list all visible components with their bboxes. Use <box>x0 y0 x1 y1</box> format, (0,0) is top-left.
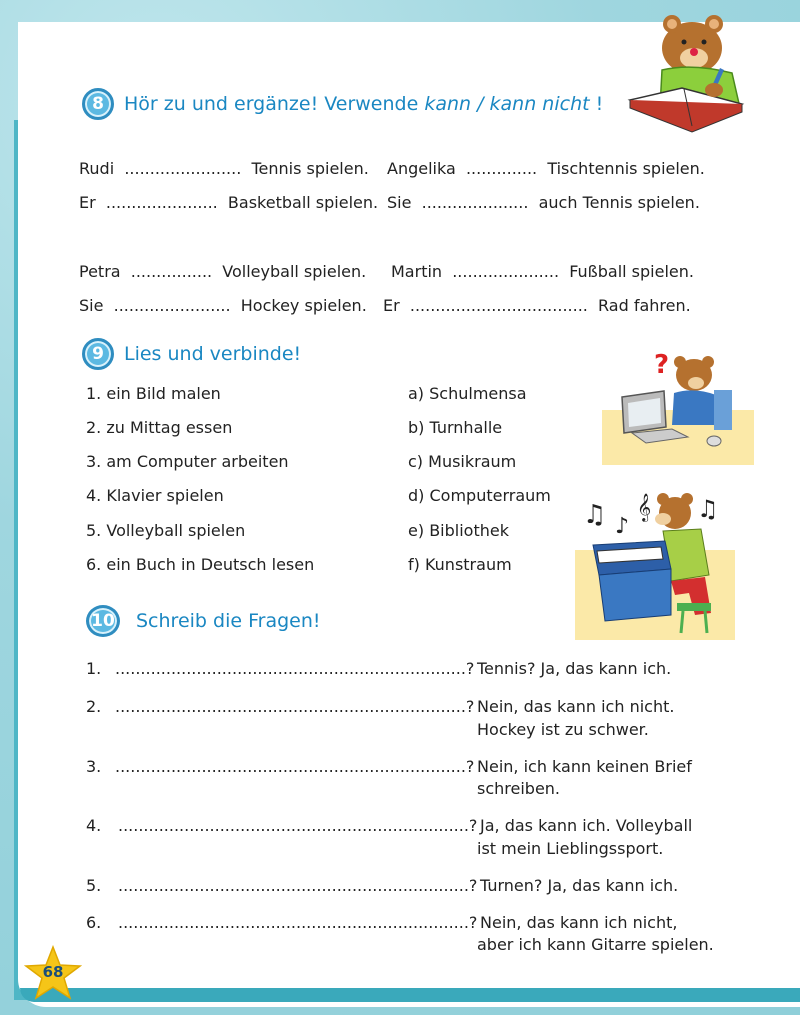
fill-line: Sie ..................... auch Tennis spielen. <box>387 193 700 212</box>
list-item: 6. ein Buch in Deutsch lesen <box>86 555 315 574</box>
list-item: e) Bibliothek <box>408 521 509 540</box>
list-item: d) Computerraum <box>408 486 551 505</box>
list-item: f) Kunstraum <box>408 555 512 574</box>
svg-text:♫: ♫ <box>583 500 607 530</box>
list-item: 5. Volleyball spielen <box>86 521 246 540</box>
bear-writing-illustration <box>622 8 752 133</box>
fill-line: Petra ................ Volleyball spielen. <box>79 262 367 281</box>
fill-line: Martin ..................... Fußball spielen. <box>391 262 694 281</box>
fill-line: Er ................................... Rad fahren. <box>383 296 691 315</box>
exercise-9-heading <box>82 338 301 370</box>
fill-line: Rudi ....................... Tennis spielen. <box>79 159 369 178</box>
answer-text: schreiben. <box>477 779 561 798</box>
list-item: 4. Klavier spielen <box>86 486 224 505</box>
question-blank: .....................................................................? <box>115 659 475 678</box>
exercise-number-badge: 9 <box>82 338 114 370</box>
question-blank: .....................................................................? <box>118 876 478 895</box>
answer-text: Hockey ist zu schwer. <box>477 720 649 739</box>
question-blank: .....................................................................? <box>115 757 475 776</box>
list-item: b) Turnhalle <box>408 418 503 437</box>
answer-text: Nein, ich kann keinen Brief <box>477 757 692 776</box>
question-number: 6. <box>86 913 102 932</box>
exercise-8-title: Hör zu und ergänze! Verwende kann / kann nicht ! <box>124 93 604 115</box>
question-number: 1. <box>86 659 102 678</box>
svg-text:𝄞: 𝄞 <box>637 493 652 521</box>
svg-text:♪: ♪ <box>615 514 630 539</box>
list-item: c) Musikraum <box>408 452 517 471</box>
answer-text: Nein, das kann ich nicht. <box>477 697 675 716</box>
page-edge-bottom <box>20 988 800 1002</box>
exercise-8-heading <box>82 88 603 120</box>
list-item: 1. ein Bild malen <box>86 384 221 403</box>
question-blank: .....................................................................? <box>118 816 478 835</box>
list-item: a) Schulmensa <box>408 384 527 403</box>
fill-line: Sie ....................... Hockey spielen. <box>79 296 367 315</box>
exercise-10-title: Schreib die Fragen! <box>136 610 321 632</box>
answer-text: aber ich kann Gitarre spielen. <box>477 935 714 954</box>
answer-text: ist mein Lieblingssport. <box>477 839 664 858</box>
question-number: 5. <box>86 876 102 895</box>
fill-line: Er ...................... Basketball spielen. <box>79 193 379 212</box>
fill-line: Angelika .............. Tischtennis spielen. <box>387 159 705 178</box>
question-blank: .....................................................................? <box>118 913 478 932</box>
page-number-star <box>24 945 82 1003</box>
list-item: 3. am Computer arbeiten <box>86 452 289 471</box>
question-number: 4. <box>86 816 102 835</box>
exercise-10-heading <box>86 605 321 637</box>
svg-text:?: ? <box>654 350 670 380</box>
exercise-9-title: Lies und verbinde! <box>124 343 302 365</box>
question-number: 2. <box>86 697 102 716</box>
answer-text: Turnen? Ja, das kann ich. <box>480 876 679 895</box>
bear-piano-illustration <box>575 485 735 640</box>
page-number: 68 <box>42 963 64 981</box>
question-blank: .....................................................................? <box>115 697 475 716</box>
list-item: 2. zu Mittag essen <box>86 418 233 437</box>
exercise-number-badge: 10 <box>86 605 120 637</box>
svg-text:♫: ♫ <box>697 495 719 523</box>
answer-text: Tennis? Ja, das kann ich. <box>477 659 672 678</box>
question-number: 3. <box>86 757 102 776</box>
answer-text: Ja, das kann ich. Volleyball <box>480 816 693 835</box>
exercise-number-badge: 8 <box>82 88 114 120</box>
answer-text: Nein, das kann ich nicht, <box>480 913 678 932</box>
bear-computer-illustration <box>602 345 754 465</box>
